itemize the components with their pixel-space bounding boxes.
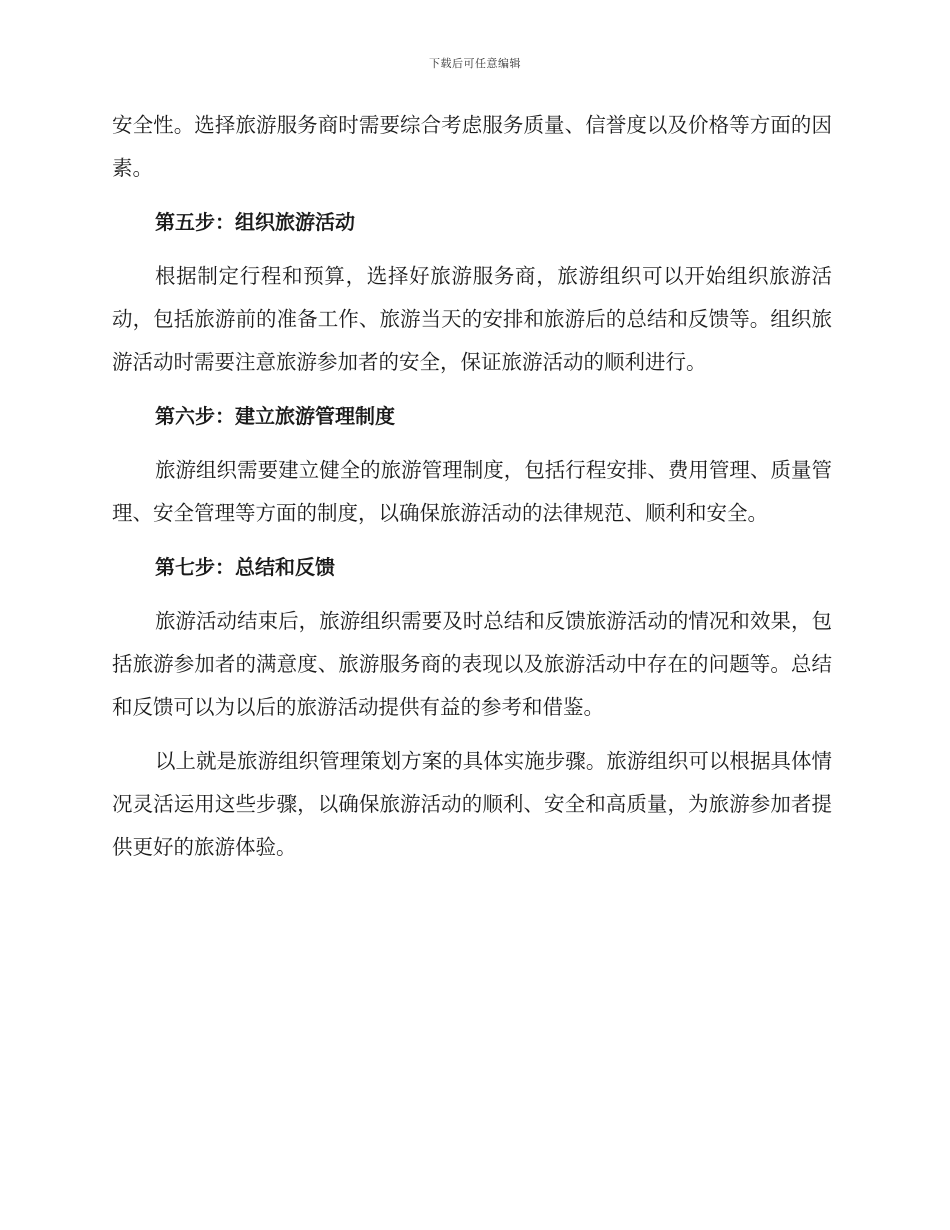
section-heading-step7: 第七步：总结和反馈: [155, 555, 335, 579]
document-body: [112, 104, 832, 880]
paragraph-step6: 旅游组织需要建立健全的旅游管理制度，包括行程安排、费用管理、质量管理、安全管理等方面的制度，以确保旅游活动的法律规范、顺利和安全。: [112, 458, 832, 525]
paragraph-step7: 旅游活动结束后，旅游组织需要及时总结和反馈旅游活动的情况和效果，包括旅游参加者的满意度、旅游服务商的表现以及旅游活动中存在的问题等。总结和反馈可以为以后的旅游活动提供有益的参考和借鉴。: [112, 609, 832, 719]
paragraph-intro-tail: 安全性。选择旅游服务商时需要综合考虑服务质量、信誉度以及价格等方面的因素。: [112, 113, 832, 180]
paragraph-conclusion: 以上就是旅游组织管理策划方案的具体实施步骤。旅游组织可以根据具体情况灵活运用这些步骤，以确保旅游活动的顺利、安全和高质量，为旅游参加者提供更好的旅游体验。: [112, 749, 832, 859]
page-header: 下载后可任意编辑: [429, 57, 521, 70]
paragraph-step5: 根据制定行程和预算，选择好旅游服务商，旅游组织可以开始组织旅游活动，包括旅游前的准备工作、旅游当天的安排和旅游后的总结和反馈等。组织旅游活动时需要注意旅游参加者的安全，保证旅游活动的顺利进行。: [112, 264, 832, 374]
section-heading-step5: 第五步：组织旅游活动: [155, 210, 355, 234]
section-heading-step6: 第六步：建立旅游管理制度: [155, 404, 395, 428]
